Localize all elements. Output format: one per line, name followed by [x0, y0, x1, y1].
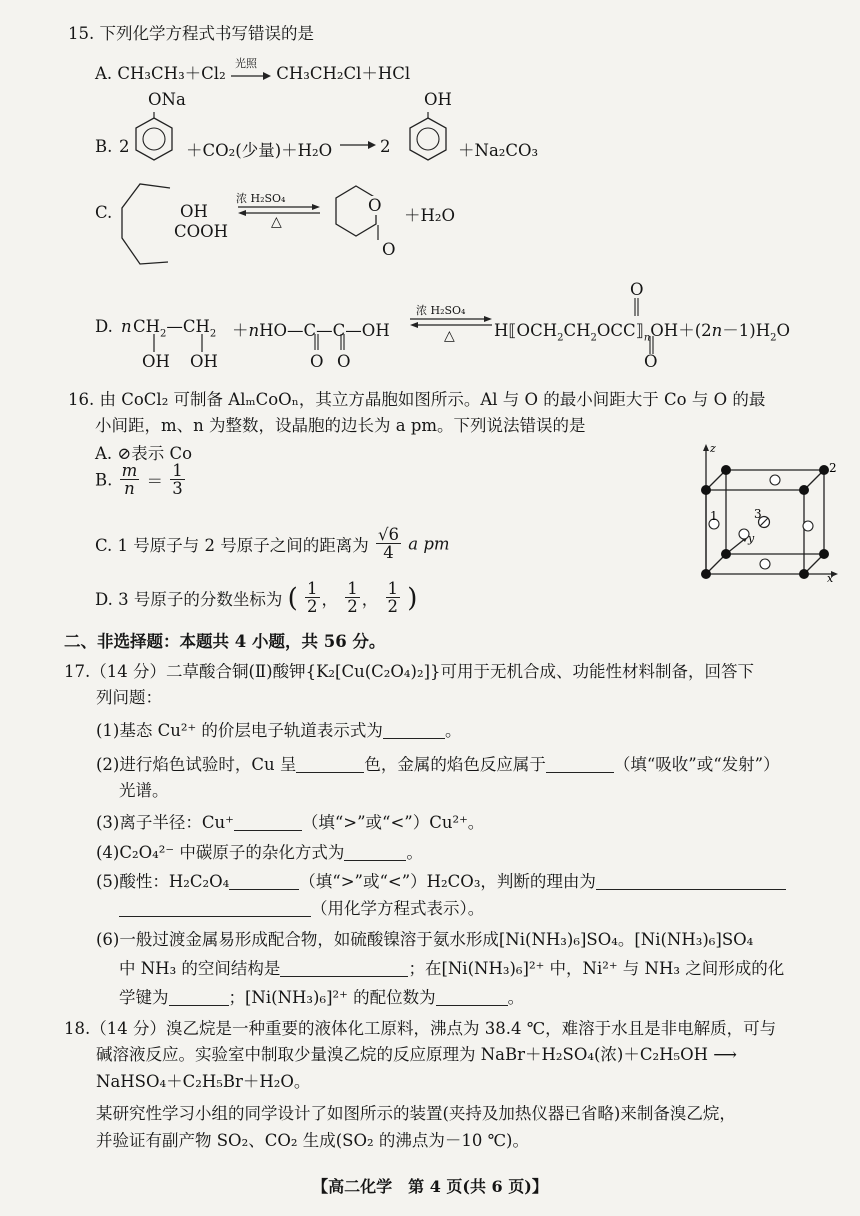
q15-c-ketone-o: O	[382, 240, 396, 259]
q16-d-coord-z	[386, 580, 401, 616]
q17-p1-post: 。	[444, 721, 462, 740]
q16-b-val-den: 3	[172, 479, 183, 499]
q15-c-ring-o: O	[368, 196, 382, 215]
q16-option-a: A. ⊘表示 Co	[95, 444, 193, 463]
q17-p2-line2: 光谱。	[119, 781, 169, 800]
q16-d-paren-open: (	[287, 583, 298, 614]
q15-d-cond-bottom: △	[444, 328, 455, 344]
q16-option-d: D. 3 号原子的分数坐标为 ( $\frac{1}{2}$ ， $\frac{1}{2}$ ， $\frac{1}{2}$ )	[95, 579, 418, 617]
q15-d-oh2: OH	[190, 352, 218, 371]
answer-blank[interactable]	[383, 722, 445, 740]
q16-d-x-den: 2	[307, 597, 318, 617]
carbonyl-bonds	[310, 334, 350, 354]
q16-d-coord-y	[345, 580, 360, 616]
q16-d-coord-x	[305, 580, 320, 616]
q16-d-y-num: 1	[347, 579, 358, 598]
section-2-heading: 二、非选择题：本题共 4 小题，共 56 分。	[64, 632, 386, 651]
carbonyl-bonds	[628, 292, 660, 360]
q17-intro-line1: 17.（14 分）二草酸合铜(Ⅱ)酸钾{K₂[Cu(C₂O₄)₂]}可用于无机合成、功能性材料制备，回答下	[64, 662, 755, 681]
fig-label-3: 3	[754, 507, 762, 521]
q17-p2-mid: 色，金属的焰色反应属于	[364, 755, 546, 774]
q15-a-product: CH₃CH₂Cl＋HCl	[276, 64, 411, 83]
answer-blank[interactable]	[169, 989, 229, 1007]
q16-b-den: n	[124, 479, 135, 499]
q17-p4-pre: (4)C₂O₄²⁻ 中碳原子的杂化方式为	[96, 843, 345, 862]
q15-b-tail: ＋Na₂CO₃	[458, 141, 539, 160]
q17-part-2	[96, 751, 780, 775]
q15-d-n1: n	[121, 317, 132, 336]
answer-blank[interactable]	[229, 873, 299, 891]
fig-axis-x: x	[827, 572, 834, 585]
q17-p5-line2	[119, 895, 484, 919]
q18-line2: 碱溶液反应。实验室中制取少量溴乙烷的反应原理为 NaBr＋H₂SO₄(浓)＋C₂H₅OH ⟶	[96, 1045, 737, 1064]
answer-blank[interactable]	[296, 756, 364, 774]
q17-intro-line2: 列问题：	[96, 688, 162, 707]
q15-b-label: B.	[95, 137, 113, 156]
q15-d-oh1: OH	[142, 352, 170, 371]
q16-b-label: B.	[95, 470, 113, 490]
fig-label-2: 2	[829, 461, 837, 475]
crystal-cell-figure	[686, 438, 846, 588]
q17-p6-l2-post: ；在[Ni(NH₃)₆]²⁺ 中，Ni²⁺ 与 NH₃ 之间形成的化	[408, 959, 785, 978]
answer-blank[interactable]	[344, 844, 406, 862]
q18-line3: NaHSO₄＋C₂H₅Br＋H₂O。	[96, 1072, 311, 1091]
q16-b-value	[170, 462, 185, 498]
q17-p5-mid: （填“>”或“<”）H₂CO₃，判断的理由为	[299, 872, 596, 891]
answer-blank[interactable]	[436, 989, 508, 1007]
q15-b-sub2: OH	[424, 90, 452, 109]
q16-d-pre: D. 3 号原子的分数坐标为	[95, 589, 283, 609]
q17-p6-line1: (6)一般过渡金属易形成配合物，如硫酸镍溶于氨水形成[Ni(NH₃)₆]SO₄。[Ni(NH₃)₆]SO₄	[96, 930, 754, 949]
q15-a-label: A.	[95, 64, 113, 83]
bond-lines	[148, 334, 208, 354]
q16-c-pre: C. 1 号原子与 2 号原子之间的距离为	[95, 535, 369, 555]
q15-a-condition: 光照	[234, 56, 257, 70]
q15-option-a	[95, 56, 411, 84]
q16-d-paren-close: )	[407, 583, 418, 614]
q16-title-line1: 16. 由 CoCl₂ 可制备 AlₘCoOₙ，其立方晶胞如图所示。Al 与 O 的最小间距大于 Co 与 O 的最	[68, 390, 766, 409]
q16-title-line2: 小间距，m、n 为整数，设晶胞的边长为 a pm。下列说法错误的是	[95, 416, 586, 435]
q17-part-1	[96, 717, 461, 741]
q16-d-y-den: 2	[347, 597, 358, 617]
page-footer: 【高二化学 第 4 页(共 6 页)】	[312, 1177, 548, 1196]
q17-p2-pre: (2)进行焰色试验时，Cu 呈	[96, 755, 297, 774]
q16-b-num: m	[121, 461, 138, 480]
q17-part-5	[96, 868, 786, 892]
q17-p4-post: 。	[406, 843, 423, 862]
q17-p6-l3-post: 。	[507, 988, 525, 1007]
q15-d-o2: O	[337, 352, 351, 371]
q16-d-z-num: 1	[387, 579, 399, 598]
q17-p6-l3-pre: 学键为	[119, 988, 169, 1007]
q18-line5: 并验证有副产物 SO₂、CO₂ 生成(SO₂ 的沸点为－10 ℃)。	[96, 1131, 529, 1150]
answer-blank[interactable]	[546, 756, 614, 774]
q15-d-label: D.	[95, 317, 113, 336]
q16-d-z-den: 2	[387, 597, 399, 617]
answer-blank[interactable]	[119, 900, 311, 918]
q16-c-fraction	[376, 526, 401, 562]
q15-title: 15. 下列化学方程式书写错误的是	[68, 24, 314, 43]
q15-a-arrow	[231, 56, 271, 83]
q15-c-cond-bottom: △	[271, 214, 282, 230]
benzene-ring-icon	[406, 112, 450, 168]
q17-p3-post: （填“>”或“<”）Cu²⁺。	[301, 813, 485, 832]
q15-d-o3: O	[630, 280, 644, 299]
q15-d-o4: O	[644, 352, 658, 371]
q16-c-post: a pm	[408, 534, 450, 554]
q16-b-val-num: 1	[172, 461, 183, 480]
q18-line1: 18.（14 分）溴乙烷是一种重要的液体化工原料，沸点为 38.4 ℃，难溶于水且是非电解质，可与	[64, 1019, 777, 1038]
q15-c-cond-top: 浓 H₂SO₄	[236, 192, 286, 205]
q16-d-x-num: 1	[307, 579, 318, 598]
q15-d-oxalic: ＋nHO—C—C—OH	[232, 321, 390, 340]
q16-option-c	[95, 526, 450, 562]
q15-c-label: C.	[95, 203, 113, 222]
q15-c-tail: ＋H₂O	[404, 206, 456, 225]
q15-b-middle: ＋CO₂(少量)＋H₂O	[186, 141, 333, 160]
fig-label-1: 1	[710, 509, 718, 523]
q15-d-polymer: $H⟦OCH_2CH_2OCC⟧_nOH+(2n-1)H_2O$	[494, 321, 791, 344]
q15-d-ch2a: $CH_2—CH_2$	[133, 317, 217, 340]
q17-p2-post: （填“吸收”或“发射”）	[613, 755, 780, 774]
q16-b-eq: ＝	[146, 471, 164, 491]
q17-part-3	[96, 809, 484, 833]
q17-part-4	[96, 839, 423, 863]
q17-p5-line2-text: （用化学方程式表示）。	[311, 899, 485, 918]
q17-p6-l2-pre: 中 NH₃ 的空间结构是	[119, 959, 281, 978]
fig-axis-y: y	[748, 532, 755, 545]
q15-b-coef1: 2	[119, 137, 130, 156]
q15-d-o1: O	[310, 352, 324, 371]
q17-p6-line3	[119, 984, 524, 1008]
benzene-ring-icon	[132, 112, 176, 168]
q17-p5-pre: (5)酸性：H₂C₂O₄	[96, 872, 230, 891]
q16-c-den: 4	[383, 543, 394, 563]
q16-c-num: √6	[378, 525, 400, 544]
q17-p6-l3-mid: ；[Ni(NH₃)₆]²⁺ 的配位数为	[228, 988, 436, 1007]
fig-axis-z: z	[710, 442, 716, 455]
q17-p3-pre: (3)离子半径：Cu⁺	[96, 813, 234, 832]
answer-blank[interactable]	[280, 960, 408, 978]
q15-c-oh: OH	[180, 202, 208, 221]
answer-blank[interactable]	[234, 814, 302, 832]
q15-a-reactant: CH₃CH₃＋Cl₂	[117, 64, 226, 83]
q16-option-b	[95, 462, 187, 498]
q15-c-cooh: COOH	[174, 222, 229, 241]
q15-b-sub1: ONa	[148, 90, 186, 109]
reaction-arrow-icon	[340, 138, 376, 152]
q16-b-ratio	[120, 462, 140, 498]
equilibrium-arrow-icon	[410, 316, 492, 328]
q15-b-coef2: 2	[380, 137, 391, 156]
q17-p6-line2	[119, 955, 784, 979]
q18-line4: 某研究性学习小组的同学设计了如图所示的装置(夹持及加热仪器已省略)来制备溴乙烷，	[96, 1104, 736, 1123]
q15-d-cond-top: 浓 H₂SO₄	[416, 304, 466, 317]
q17-p1-pre: (1)基态 Cu²⁺ 的价层电子轨道表示式为	[96, 721, 383, 740]
answer-blank[interactable]	[596, 873, 786, 891]
